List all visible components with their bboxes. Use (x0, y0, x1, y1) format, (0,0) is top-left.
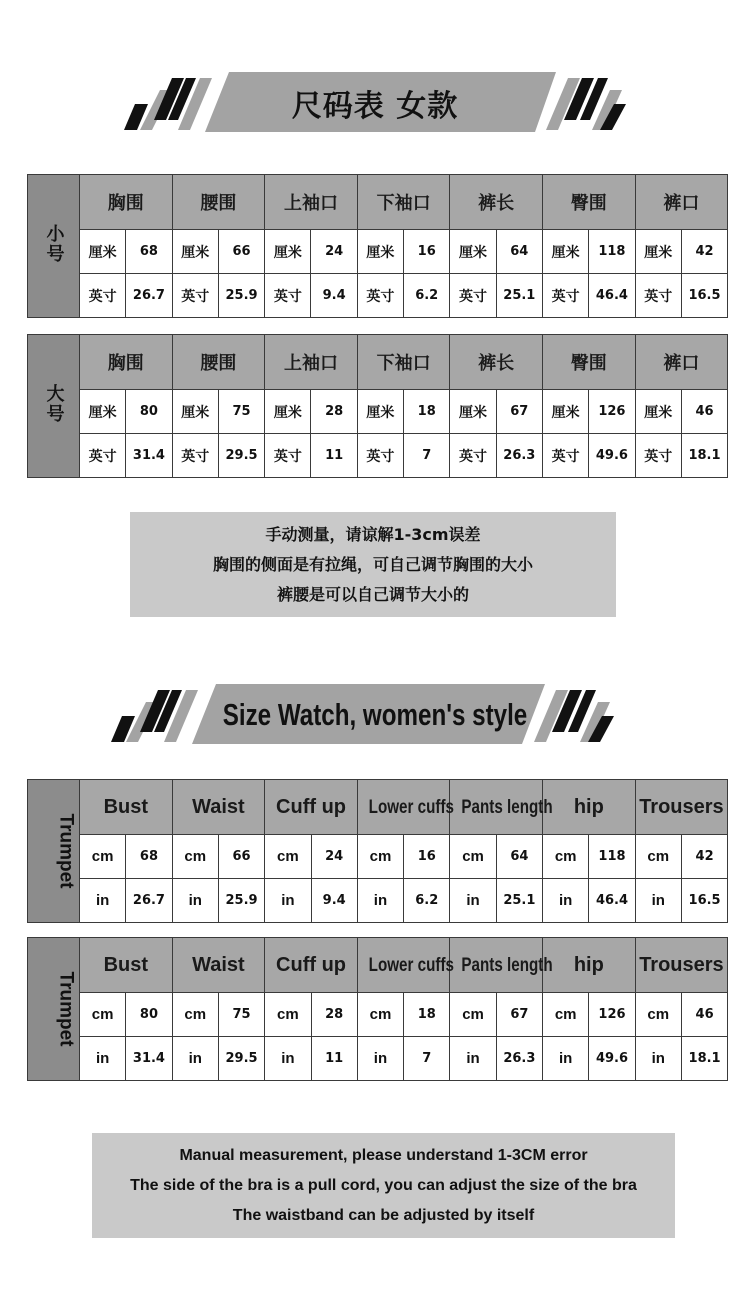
unit-cell: 英寸 (80, 434, 126, 478)
note-line: The waistband can be adjusted by itself (232, 1206, 535, 1224)
value-cell: 126 (589, 390, 635, 434)
value-cell: 16.5 (681, 879, 727, 923)
unit-cell: 英寸 (450, 274, 496, 318)
value-cell: 75 (218, 993, 264, 1037)
unit-cell: 英寸 (450, 434, 496, 478)
value-cell: 9.4 (311, 274, 357, 318)
unit-cell: 厘米 (450, 230, 496, 274)
value-cell: 46.4 (589, 274, 635, 318)
unit-cell: 厘米 (635, 390, 681, 434)
unit-cell: in (80, 1037, 126, 1081)
unit-cell: in (543, 1037, 589, 1081)
unit-cell: 厘米 (357, 390, 403, 434)
value-cell: 80 (126, 993, 172, 1037)
value-cell: 126 (589, 993, 635, 1037)
cn-size-table-small (27, 174, 728, 318)
unit-cell: cm (635, 835, 681, 879)
header-cuff-up: 上袖口 (265, 335, 358, 390)
unit-cell: 厘米 (265, 230, 311, 274)
en-measurement-note (92, 1133, 675, 1238)
value-cell: 16 (404, 835, 450, 879)
value-cell: 46 (681, 993, 727, 1037)
value-cell: 11 (311, 1037, 357, 1081)
unit-cell: 英寸 (542, 434, 588, 478)
value-cell: 68 (126, 230, 172, 274)
header-hip: hip (543, 938, 636, 993)
value-cell: 46 (681, 390, 727, 434)
unit-cell: 厘米 (80, 390, 126, 434)
value-cell: 75 (218, 390, 264, 434)
unit-cell: 厘米 (265, 390, 311, 434)
unit-cell: 英寸 (172, 434, 218, 478)
value-cell: 29.5 (218, 1037, 264, 1081)
note-line: 胸围的侧面是有拉绳，可自己调节胸围的大小 (212, 554, 533, 574)
header-pants-length: 裤长 (450, 175, 543, 230)
unit-cell: cm (265, 835, 311, 879)
unit-cell: in (635, 879, 681, 923)
unit-cell: cm (265, 993, 311, 1037)
unit-cell: 厘米 (450, 390, 496, 434)
value-cell: 64 (496, 835, 542, 879)
header-cuff-up: Cuff up (265, 780, 358, 835)
value-cell: 26.7 (126, 879, 172, 923)
unit-cell: 英寸 (357, 274, 403, 318)
value-cell: 28 (311, 993, 357, 1037)
value-cell: 6.2 (404, 879, 450, 923)
value-cell: 25.1 (496, 274, 542, 318)
unit-cell: 厘米 (172, 230, 218, 274)
value-cell: 16.5 (681, 274, 727, 318)
header-lower-cuff: 下袖口 (357, 335, 450, 390)
value-cell: 25.1 (496, 879, 542, 923)
note-line: The side of the bra is a pull cord, you can adjust the size of the bra (130, 1176, 637, 1194)
unit-cell: cm (543, 835, 589, 879)
unit-cell: in (265, 1037, 311, 1081)
value-cell: 118 (589, 835, 635, 879)
header-hip: 臀围 (542, 175, 635, 230)
value-cell: 68 (126, 835, 172, 879)
value-cell: 26.7 (126, 274, 172, 318)
value-cell: 9.4 (311, 879, 357, 923)
value-cell: 67 (496, 390, 542, 434)
header-bust: 胸围 (80, 335, 173, 390)
value-cell: 11 (311, 434, 357, 478)
note-line: Manual measurement, please understand 1-3CM error (179, 1146, 588, 1164)
cn-title-banner (0, 72, 750, 142)
header-waist: Waist (172, 780, 265, 835)
header-trousers: Trousers (635, 780, 728, 835)
unit-cell: 英寸 (172, 274, 218, 318)
unit-cell: 英寸 (635, 274, 681, 318)
table-row (28, 274, 728, 318)
value-cell: 18.1 (681, 434, 727, 478)
unit-cell: in (450, 879, 496, 923)
page-title-en: Size Watch, women's style (222, 697, 528, 732)
header-lower-cuff: Lower cuffs (357, 780, 450, 835)
size-label: 大号 (28, 335, 80, 478)
value-cell: 7 (404, 1037, 450, 1081)
value-cell: 80 (126, 390, 172, 434)
unit-cell: cm (635, 993, 681, 1037)
unit-cell: cm (357, 993, 403, 1037)
header-hip: 臀围 (542, 335, 635, 390)
table-row (28, 1037, 728, 1081)
cn-size-table-large (27, 334, 728, 478)
header-cuff-up: 上袖口 (265, 175, 358, 230)
value-cell: 24 (311, 835, 357, 879)
unit-cell: cm (357, 835, 403, 879)
unit-cell: in (172, 879, 218, 923)
value-cell: 66 (218, 835, 264, 879)
unit-cell: 厘米 (542, 390, 588, 434)
header-waist: Waist (172, 938, 265, 993)
value-cell: 31.4 (126, 1037, 172, 1081)
header-pants-length: Pants length (450, 938, 543, 993)
header-bust: 胸围 (80, 175, 173, 230)
unit-cell: cm (450, 835, 496, 879)
unit-cell: 英寸 (357, 434, 403, 478)
unit-cell: in (357, 879, 403, 923)
cn-measurement-note (130, 512, 616, 617)
value-cell: 25.9 (218, 879, 264, 923)
unit-cell: 英寸 (265, 434, 311, 478)
unit-cell: in (543, 879, 589, 923)
header-trouser-opening: 裤口 (635, 175, 728, 230)
unit-cell: in (265, 879, 311, 923)
value-cell: 42 (681, 230, 727, 274)
value-cell: 66 (218, 230, 264, 274)
value-cell: 49.6 (589, 1037, 635, 1081)
note-line: 手动测量，请谅解1-3cm误差 (265, 524, 481, 544)
unit-cell: 厘米 (635, 230, 681, 274)
en-size-table-1 (27, 779, 728, 923)
unit-cell: in (450, 1037, 496, 1081)
value-cell: 18 (404, 993, 450, 1037)
page-title: 尺码表 女款 (291, 89, 459, 124)
unit-cell: 英寸 (542, 274, 588, 318)
value-cell: 67 (496, 993, 542, 1037)
value-cell: 7 (404, 434, 450, 478)
value-cell: 26.3 (496, 434, 542, 478)
en-title-banner (0, 684, 750, 754)
header-lower-cuff: 下袖口 (357, 175, 450, 230)
value-cell: 18 (404, 390, 450, 434)
header-hip: hip (543, 780, 636, 835)
unit-cell: cm (80, 835, 126, 879)
header-bust: Bust (80, 780, 173, 835)
unit-cell: in (172, 1037, 218, 1081)
value-cell: 28 (311, 390, 357, 434)
header-pants-length: 裤长 (450, 335, 543, 390)
value-cell: 26.3 (496, 1037, 542, 1081)
table-row (28, 230, 728, 274)
unit-cell: 厘米 (357, 230, 403, 274)
header-cuff-up: Cuff up (265, 938, 358, 993)
table-row (28, 993, 728, 1037)
size-label: 小号 (28, 175, 80, 318)
value-cell: 118 (589, 230, 635, 274)
value-cell: 42 (681, 835, 727, 879)
unit-cell: 英寸 (635, 434, 681, 478)
unit-cell: cm (450, 993, 496, 1037)
value-cell: 16 (404, 230, 450, 274)
header-waist: 腰围 (172, 175, 265, 230)
header-waist: 腰围 (172, 335, 265, 390)
table-row (28, 434, 728, 478)
note-line: 裤腰是可以自己调节大小的 (276, 584, 469, 604)
unit-cell: cm (80, 993, 126, 1037)
value-cell: 6.2 (404, 274, 450, 318)
unit-cell: 英寸 (80, 274, 126, 318)
unit-cell: in (80, 879, 126, 923)
unit-cell: in (635, 1037, 681, 1081)
value-cell: 31.4 (126, 434, 172, 478)
en-size-table-2 (27, 937, 728, 1081)
header-bust: Bust (80, 938, 173, 993)
unit-cell: cm (543, 993, 589, 1037)
unit-cell: 厘米 (542, 230, 588, 274)
unit-cell: 厘米 (80, 230, 126, 274)
header-trouser-opening: 裤口 (635, 335, 728, 390)
size-label: Trumpet (28, 938, 80, 1081)
unit-cell: in (357, 1037, 403, 1081)
value-cell: 18.1 (681, 1037, 727, 1081)
table-row (28, 835, 728, 879)
header-trousers: Trousers (635, 938, 728, 993)
value-cell: 49.6 (589, 434, 635, 478)
table-row (28, 390, 728, 434)
value-cell: 29.5 (218, 434, 264, 478)
unit-cell: cm (172, 993, 218, 1037)
size-label: Trumpet (28, 780, 80, 923)
unit-cell: 厘米 (172, 390, 218, 434)
unit-cell: cm (172, 835, 218, 879)
unit-cell: 英寸 (265, 274, 311, 318)
value-cell: 24 (311, 230, 357, 274)
value-cell: 46.4 (589, 879, 635, 923)
header-lower-cuff: Lower cuffs (357, 938, 450, 993)
table-row (28, 879, 728, 923)
value-cell: 25.9 (218, 274, 264, 318)
header-pants-length: Pants length (450, 780, 543, 835)
value-cell: 64 (496, 230, 542, 274)
